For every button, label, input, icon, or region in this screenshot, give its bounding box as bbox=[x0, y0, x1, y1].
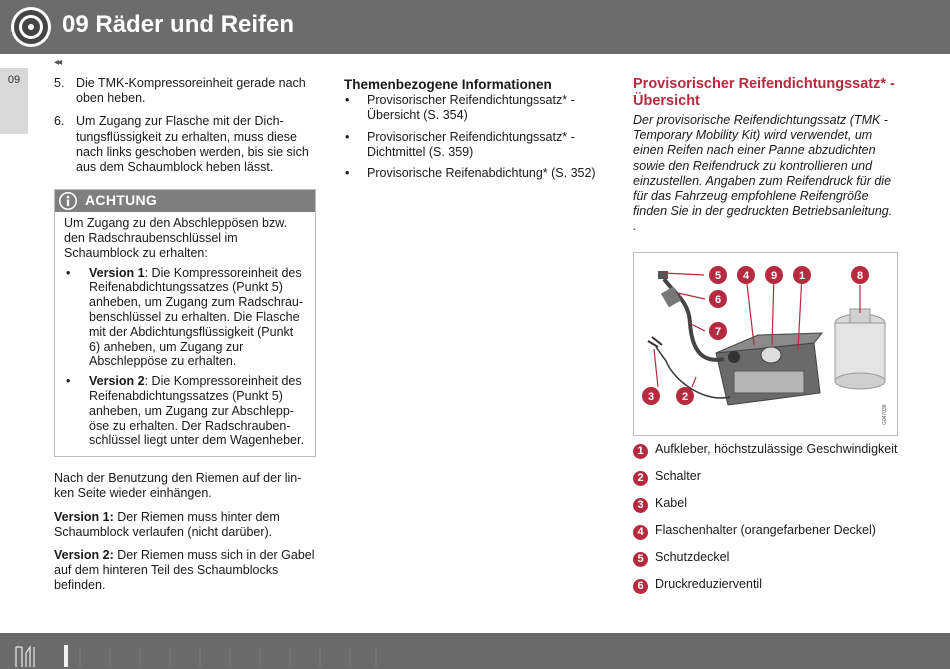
page-footer bbox=[0, 633, 950, 669]
callout-8: 8 bbox=[856, 270, 864, 282]
callout-1: 1 bbox=[798, 270, 806, 282]
chapter-title: 09 Räder und Reifen bbox=[62, 11, 295, 38]
step-5: 5. Die TMK-Kompressoreinheit gerade nach oben heben. bbox=[54, 76, 306, 106]
strap-note: Nach der Benutzung den Riemen auf der linken Seite wieder einhängen. bbox=[54, 471, 302, 501]
warning-item-version-1: • Version 1: Die Kompressoreinheit des Reifenabdichtungssatzes (Punkt 5) anheben, um Zugang zum Radschraubenschlüssel zu erhalten. Die Flasche mit der Abdichtungsflüssigkeit (Punkt 6) anheben, um Zugang zur Abschleppöse zu erhalten. bbox=[66, 265, 304, 369]
version-2-note: Version 2: Der Riemen muss sich in der Gabel auf dem hinteren Teil des Schaumblocks befinden. bbox=[54, 547, 315, 593]
callout-4: 4 bbox=[742, 270, 750, 282]
figure-legend bbox=[633, 442, 898, 604]
step-6: 6. Um Zugang zur Flasche mit der Dichtungsflüssigkeit zu erhalten, muss diese nach links geschoben werden, bis sie sich aus dem Schaumblock heben lässt. bbox=[54, 114, 309, 175]
callout-3: 3 bbox=[647, 391, 655, 403]
section-intro: Der provisorische Reifendichtungssatz (TMK - Temporary Mobility Kit) wird verwendet, um einen Reifen nach einer Panne abzudichten sowie den Reifendruck zu kontrollieren und einzustellen. Angaben zum Reifendruck für die für das Fahrzeug empfohlene Reifengröße finden Sie in der gedruckten Betriebsanleitung. . bbox=[633, 113, 893, 234]
legend-item: 1 Aufkleber, höchstzulässige Geschwindigkeit bbox=[633, 442, 898, 459]
legend-number: 6 bbox=[633, 579, 648, 594]
page-number-icon bbox=[16, 647, 34, 667]
after-use-notes bbox=[54, 471, 316, 593]
related-link[interactable]: • Provisorische Reifenabdichtung* (S. 352) bbox=[345, 166, 596, 181]
warning-intro: Um Zugang zu den Abschleppösen bzw. den Radschraubenschlüssel im Schaumblock zu erhalten: bbox=[64, 216, 288, 260]
legend-item: 2 Schalter bbox=[633, 469, 898, 486]
page-header bbox=[0, 0, 950, 54]
page-progress-marker bbox=[64, 645, 68, 667]
callout-5: 5 bbox=[714, 270, 722, 282]
warning-box bbox=[54, 189, 316, 457]
legend-number: 2 bbox=[633, 471, 648, 486]
legend-item: 3 Kabel bbox=[633, 496, 898, 513]
warning-title: ACHTUNG bbox=[85, 192, 158, 209]
related-heading: Themenbezogene Informationen bbox=[344, 77, 552, 92]
section-title: Provisorischer Reifendichtungssatz* - Übersicht bbox=[633, 76, 895, 109]
legend-item: 5 Schutzdeckel bbox=[633, 550, 898, 567]
related-link[interactable]: • Provisorischer Reifendichtungssatz* - Dichtmittel (S. 359) bbox=[345, 129, 575, 159]
legend-number: 5 bbox=[633, 552, 648, 567]
callout-9: 9 bbox=[770, 270, 778, 282]
tire-icon bbox=[10, 6, 52, 48]
warning-body bbox=[55, 212, 315, 456]
tmk-kit-illustration bbox=[633, 252, 898, 436]
figure-code: G047038 bbox=[882, 404, 888, 425]
related-info bbox=[344, 77, 606, 187]
info-icon bbox=[58, 191, 78, 211]
callout-7: 7 bbox=[714, 326, 722, 338]
legend-number: 3 bbox=[633, 498, 648, 513]
legend-item: 6 Druckreduzierventil bbox=[633, 577, 898, 594]
legend-number: 4 bbox=[633, 525, 648, 540]
warning-header bbox=[55, 190, 315, 212]
related-link[interactable]: • Provisorischer Reifendichtungssatz* - Übersicht (S. 354) bbox=[345, 93, 575, 123]
back-arrows-icon[interactable]: ◂◂ bbox=[54, 57, 61, 68]
legend-number: 1 bbox=[633, 444, 648, 459]
warning-item-version-2: • Version 2: Die Kompressoreinheit des Reifenabdichtungssatzes (Punkt 5) anheben, um Zugang zur Abschleppöse zu erhalten. Der Radschraubenschlüssel liegt unter dem Wagenheber. bbox=[66, 374, 304, 448]
callout-2: 2 bbox=[681, 391, 689, 403]
callout-6: 6 bbox=[714, 294, 722, 306]
section-overview bbox=[633, 76, 897, 235]
chapter-tab[interactable]: 09 bbox=[0, 68, 28, 134]
left-column bbox=[54, 76, 316, 602]
legend-item: 4 Flaschenhalter (orangefarbener Deckel) bbox=[633, 523, 898, 540]
version-1-note: Version 1: Der Riemen muss hinter dem Schaumblock verlaufen (nicht darüber). bbox=[54, 509, 280, 539]
